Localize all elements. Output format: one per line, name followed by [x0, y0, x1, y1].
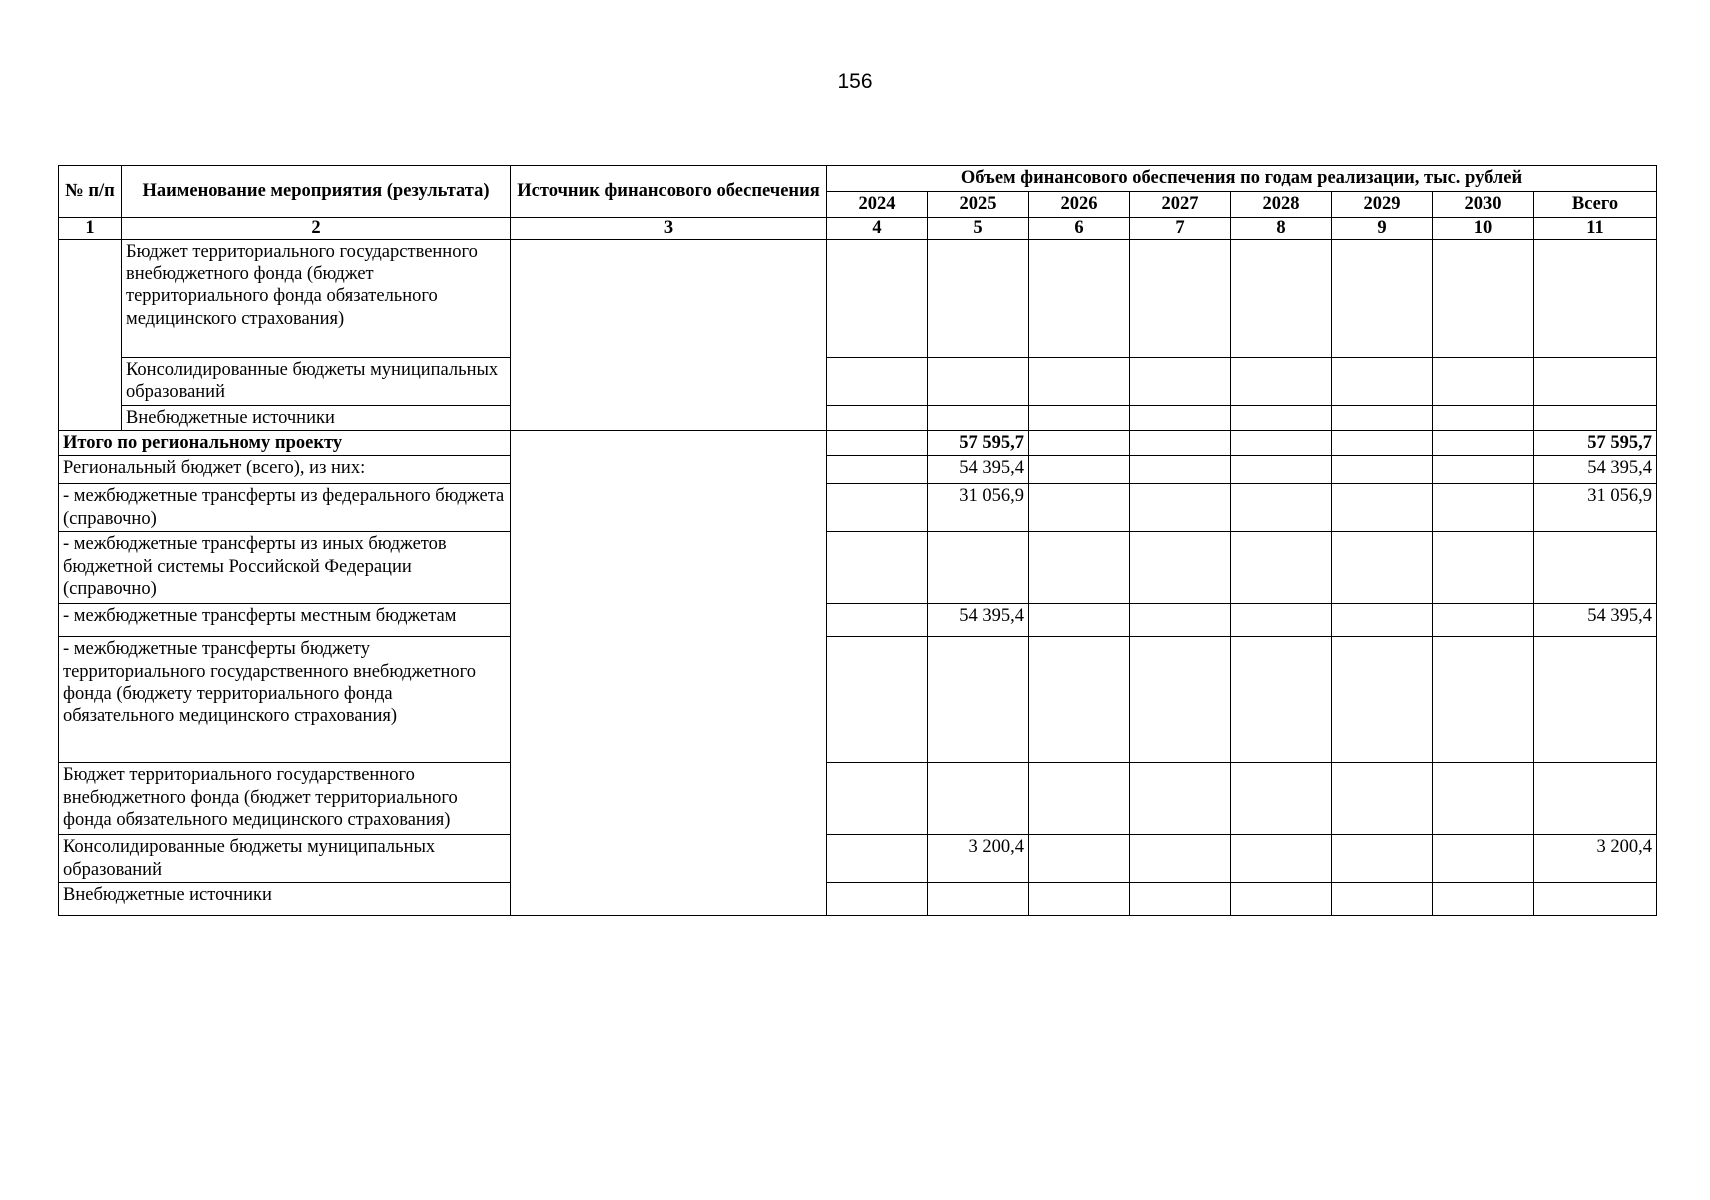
table-row	[59, 763, 1657, 835]
value-cell	[1231, 637, 1332, 763]
value-cell	[928, 763, 1029, 835]
col-index: 10	[1433, 218, 1534, 240]
value-cell	[1332, 406, 1433, 431]
value-cell	[928, 637, 1029, 763]
value-cell: 57 595,7	[1534, 431, 1657, 456]
value-cell: 54 395,4	[1534, 456, 1657, 484]
table-row	[59, 835, 1657, 883]
value-cell: 54 395,4	[1534, 604, 1657, 637]
value-cell	[1534, 240, 1657, 358]
value-cell	[928, 240, 1029, 358]
value-cell	[1534, 763, 1657, 835]
value-cell	[1433, 240, 1534, 358]
value-cell	[1433, 532, 1534, 604]
value-cell	[1130, 532, 1231, 604]
value-cell	[827, 835, 928, 883]
column-index-row	[59, 218, 1657, 240]
value-cell	[827, 358, 928, 406]
col-index: 2	[122, 218, 511, 240]
value-cell	[1433, 406, 1534, 431]
value-cell	[1433, 637, 1534, 763]
col-index: 5	[928, 218, 1029, 240]
value-cell	[1231, 431, 1332, 456]
value-cell	[1029, 604, 1130, 637]
header-year: 2027	[1130, 192, 1231, 218]
header-year: 2030	[1433, 192, 1534, 218]
value-cell	[1130, 240, 1231, 358]
value-cell	[1231, 763, 1332, 835]
value-cell	[1332, 763, 1433, 835]
financing-table	[58, 165, 1657, 916]
value-cell	[1534, 358, 1657, 406]
value-cell	[1029, 883, 1130, 916]
value-cell	[1231, 604, 1332, 637]
value-cell	[1231, 456, 1332, 484]
value-cell	[1433, 484, 1534, 532]
row-name: Консолидированные бюджеты муниципальных образований	[122, 358, 511, 406]
value-cell	[1231, 532, 1332, 604]
value-cell	[928, 883, 1029, 916]
value-cell	[827, 456, 928, 484]
row-number-cell	[59, 240, 122, 431]
col-index: 1	[59, 218, 122, 240]
value-cell	[827, 763, 928, 835]
header-year: 2025	[928, 192, 1029, 218]
row-name: Итого по региональному проекту	[59, 431, 511, 456]
value-cell	[1231, 358, 1332, 406]
value-cell	[1534, 532, 1657, 604]
value-cell	[1130, 883, 1231, 916]
source-cell	[511, 240, 827, 431]
value-cell	[1332, 532, 1433, 604]
row-name: - межбюджетные трансферты бюджету территориального государственного внебюджетного фонда (бюджету территориального фонда обязательного медицинского страхования)	[59, 637, 511, 763]
row-name: Внебюджетные источники	[122, 406, 511, 431]
header-row	[59, 166, 1657, 192]
table-row	[59, 406, 1657, 431]
value-cell	[1130, 637, 1231, 763]
row-name: - межбюджетные трансферты из федерального бюджета (справочно)	[59, 484, 511, 532]
row-name: Внебюджетные источники	[59, 883, 511, 916]
row-name: - межбюджетные трансферты местным бюджетам	[59, 604, 511, 637]
value-cell	[1332, 358, 1433, 406]
value-cell	[1433, 431, 1534, 456]
header-num: № п/п	[59, 166, 122, 218]
table-row-total	[59, 431, 1657, 456]
value-cell	[1433, 604, 1534, 637]
value-cell	[1130, 604, 1231, 637]
value-cell	[928, 358, 1029, 406]
table-row	[59, 456, 1657, 484]
value-cell	[827, 431, 928, 456]
value-cell: 31 056,9	[1534, 484, 1657, 532]
header-total: Всего	[1534, 192, 1657, 218]
value-cell	[1130, 406, 1231, 431]
value-cell	[1534, 637, 1657, 763]
table-row	[59, 883, 1657, 916]
value-cell	[827, 883, 928, 916]
value-cell	[1029, 484, 1130, 532]
table-row	[59, 604, 1657, 637]
value-cell	[1231, 484, 1332, 532]
value-cell	[1029, 240, 1130, 358]
value-cell	[1130, 431, 1231, 456]
header-year: 2024	[827, 192, 928, 218]
header-year: 2029	[1332, 192, 1433, 218]
value-cell	[1029, 637, 1130, 763]
header-name: Наименование мероприятия (результата)	[122, 166, 511, 218]
value-cell	[1332, 484, 1433, 532]
value-cell	[1332, 883, 1433, 916]
source-cell	[511, 431, 827, 916]
col-index: 4	[827, 218, 928, 240]
value-cell	[1029, 358, 1130, 406]
value-cell	[827, 637, 928, 763]
header-year: 2026	[1029, 192, 1130, 218]
value-cell	[1433, 835, 1534, 883]
header-source: Источник финансового обеспечения	[511, 166, 827, 218]
table-row	[59, 532, 1657, 604]
value-cell	[1332, 604, 1433, 637]
value-cell	[827, 484, 928, 532]
value-cell	[1231, 240, 1332, 358]
value-cell	[1130, 456, 1231, 484]
value-cell: 3 200,4	[928, 835, 1029, 883]
value-cell	[1231, 406, 1332, 431]
value-cell	[1130, 835, 1231, 883]
value-cell	[1433, 883, 1534, 916]
header-year: 2028	[1231, 192, 1332, 218]
value-cell	[827, 532, 928, 604]
value-cell	[1029, 456, 1130, 484]
value-cell	[928, 406, 1029, 431]
row-name: Региональный бюджет (всего), из них:	[59, 456, 511, 484]
value-cell	[928, 532, 1029, 604]
value-cell	[1534, 883, 1657, 916]
table-row	[59, 484, 1657, 532]
value-cell: 31 056,9	[928, 484, 1029, 532]
col-index: 3	[511, 218, 827, 240]
value-cell	[1332, 835, 1433, 883]
col-index: 11	[1534, 218, 1657, 240]
row-name: Бюджет территориального государственного внебюджетного фонда (бюджет территориального фонда обязательного медицинского страхования)	[122, 240, 511, 358]
value-cell	[1332, 240, 1433, 358]
value-cell	[1433, 763, 1534, 835]
value-cell	[1332, 431, 1433, 456]
value-cell	[1231, 883, 1332, 916]
col-index: 8	[1231, 218, 1332, 240]
row-name: - межбюджетные трансферты из иных бюджетов бюджетной системы Российской Федерации (справочно)	[59, 532, 511, 604]
value-cell	[827, 240, 928, 358]
value-cell	[827, 604, 928, 637]
value-cell: 57 595,7	[928, 431, 1029, 456]
col-index: 6	[1029, 218, 1130, 240]
col-index: 7	[1130, 218, 1231, 240]
value-cell	[1433, 358, 1534, 406]
value-cell	[1130, 763, 1231, 835]
col-index: 9	[1332, 218, 1433, 240]
header-volume: Объем финансового обеспечения по годам реализации, тыс. рублей	[827, 166, 1657, 192]
value-cell	[1130, 484, 1231, 532]
value-cell	[1029, 406, 1130, 431]
table-row	[59, 240, 1657, 358]
value-cell	[1130, 358, 1231, 406]
page-number: 156	[837, 70, 873, 93]
value-cell: 54 395,4	[928, 604, 1029, 637]
value-cell	[1029, 835, 1130, 883]
table-row	[59, 358, 1657, 406]
value-cell	[1029, 431, 1130, 456]
value-cell: 54 395,4	[928, 456, 1029, 484]
value-cell	[1332, 637, 1433, 763]
value-cell	[1231, 835, 1332, 883]
value-cell	[1534, 406, 1657, 431]
value-cell	[1433, 456, 1534, 484]
value-cell	[827, 406, 928, 431]
value-cell	[1332, 456, 1433, 484]
value-cell: 3 200,4	[1534, 835, 1657, 883]
row-name: Бюджет территориального государственного внебюджетного фонда (бюджет территориального фонда обязательного медицинского страхования)	[59, 763, 511, 835]
row-name: Консолидированные бюджеты муниципальных образований	[59, 835, 511, 883]
value-cell	[1029, 763, 1130, 835]
value-cell	[1029, 532, 1130, 604]
table-row	[59, 637, 1657, 763]
